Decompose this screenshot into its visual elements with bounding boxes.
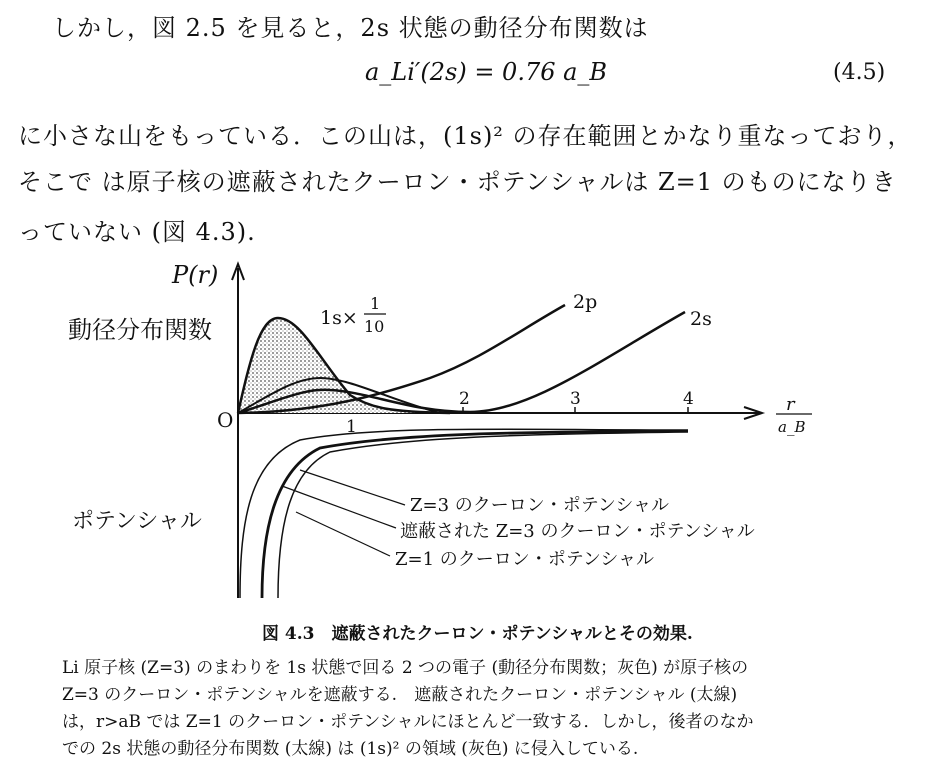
caption-line-2: Z=3 のクーロン・ポテンシャルを遮蔽する. 遮蔽されたクーロン・ポテンシャル (太線) bbox=[62, 685, 738, 705]
paragraph-line-1: しかし，図 2.5 を見ると，2s 状態の動径分布関数は bbox=[52, 14, 649, 42]
figure-caption-title: 図 4.3 遮蔽されたクーロン・ポテンシャルとその効果. bbox=[262, 624, 693, 644]
leader-z1 bbox=[296, 512, 390, 556]
x-tick-label-1: 1 bbox=[346, 417, 357, 437]
curve-1s-label: 1s× bbox=[320, 307, 358, 329]
curve-1s-frac-num: 1 bbox=[370, 294, 381, 313]
equation-number: (4.5) bbox=[833, 60, 886, 85]
leader-z3 bbox=[300, 470, 405, 505]
equation: a_Li′(2s) = 0.76 a_B bbox=[365, 58, 608, 86]
x-axis-label-denominator: a_B bbox=[778, 418, 806, 436]
paragraph-line-4: っていない (図 4.3). bbox=[18, 218, 256, 246]
potential-label: ポテンシャル bbox=[72, 509, 202, 534]
y-axis-label: P(r) bbox=[172, 261, 219, 289]
caption-line-1: Li 原子核 (Z=3) のまわりを 1s 状態で回る 2 つの電子 (動径分布関数；灰色) が原子核の bbox=[62, 658, 749, 678]
caption-line-3: は，r>aB では Z=1 のクーロン・ポテンシャルにほとんど一致する．しかし，後者のなか bbox=[62, 712, 754, 732]
x-axis-label-numerator: r bbox=[786, 394, 795, 415]
x-tick-label-2: 2 bbox=[459, 389, 470, 409]
potential-label-z1: Z=1 のクーロン・ポテンシャル bbox=[395, 549, 655, 570]
curve-1s-fill bbox=[238, 318, 450, 413]
radial-label: 動径分布関数 bbox=[68, 316, 212, 344]
leader-screened bbox=[282, 486, 396, 528]
potential-label-screened: 遮蔽された Z=3 のクーロン・ポテンシャル bbox=[400, 521, 755, 542]
x-tick-label-3: 3 bbox=[570, 389, 581, 409]
curve-2s-label: 2s bbox=[690, 308, 712, 330]
x-tick-label-4: 4 bbox=[683, 389, 694, 409]
paragraph-line-2: に小さな山をもっている．この山は，(1s)² の存在範囲とかなり重なっており， bbox=[18, 122, 913, 150]
curve-2p-label: 2p bbox=[573, 291, 598, 313]
paragraph-line-3: そこで は原子核の遮蔽されたクーロン・ポテンシャルは Z=1 のものになりき bbox=[18, 168, 897, 196]
origin-label: O bbox=[217, 408, 234, 432]
potential-label-z3: Z=3 のクーロン・ポテンシャル bbox=[410, 495, 670, 516]
curve-1s-frac-den: 10 bbox=[364, 317, 385, 336]
caption-line-4: での 2s 状態の動径分布関数 (太線) は (1s)² の領域 (灰色) に侵入している. bbox=[62, 739, 639, 759]
